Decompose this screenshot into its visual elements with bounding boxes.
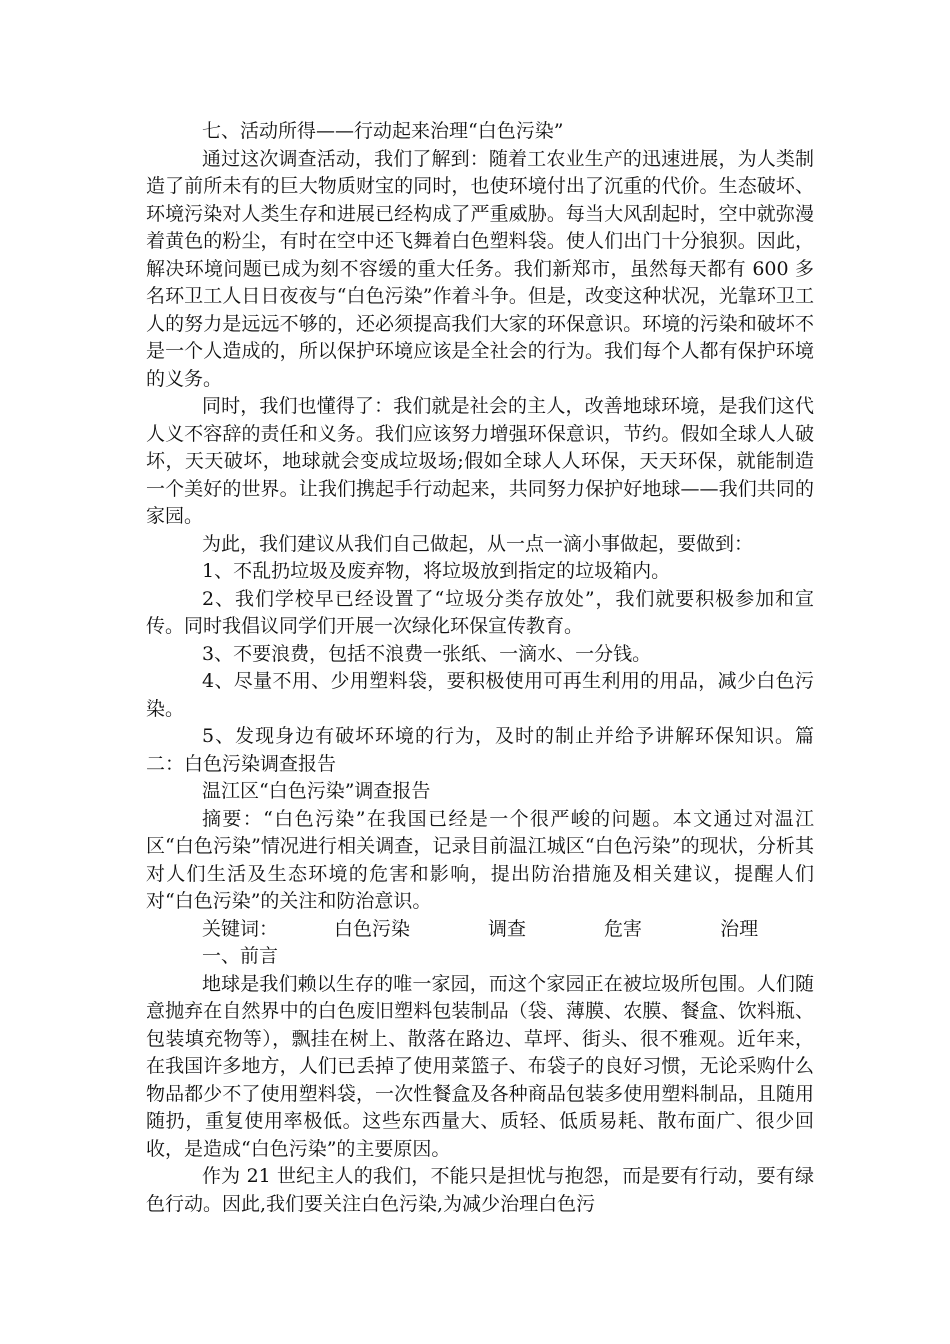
paragraph-preface-1: 地球是我们赖以生存的唯一家园，而这个家园正在被垃圾所包围。人们随意抛弃在自然界中的白色废旧塑料包装制品（袋、薄膜、农膜、餐盒、饮料瓶、包装填充物等），飘挂在树上、散落在路边、草坪、街头、很不雅观。近年来，在我国许多地方，人们已丢掉了使用菜篮子、布袋子的良好习惯，无论采购什么物品都少不了使用塑料袋，一次性餐盒及各种商品包装多使用塑料制品，且随用随扔，重复使用率极低。这些东西量大、质轻、低质易耗、散布面广、很少回收，是造成“白色污染”的主要原因。 [146, 972, 814, 1160]
keyword: 危害 [604, 917, 643, 940]
section-heading-activity-results: 七、活动所得——行动起来治理“白色污染” [202, 120, 564, 142]
part-two-heading: 篇二：白色污染调查报告 [146, 725, 814, 775]
document-page [146, 118, 814, 1218]
list-item-4: 4、尽量不用、少用塑料袋，要积极使用可再生利用的用品，减少白色污染。 [146, 670, 814, 720]
paragraph-responsibility: 同时，我们也懂得了：我们就是社会的主人，改善地球环境，是我们这代人义不容辞的责任和义务。我们应该努力增强环保意识，节约。假如全球人人破坏，天天破坏，地球就会变成垃圾场;假如全球人人环保，天天环保，就能制造一个美好的世界。让我们携起手行动起来，共同努力保护好地球——我们共同的家园。 [146, 395, 814, 527]
paragraph-survey-findings: 通过这次调查活动，我们了解到：随着工农业生产的迅速进展，为人类制造了前所未有的巨大物质财宝的同时，也使环境付出了沉重的代价。生态破坏、环境污染对人类生存和进展已经构成了严重威胁。每当大风刮起时，空中就弥漫着黄色的粉尘，有时在空中还飞舞着白色塑料袋。使人们出门十分狼狈。因此，解决环境问题已成为刻不容缓的重大任务。我们新郑市，虽然每天都有 600 多名环卫工人日日夜夜与“白色污染”作着斗争。但是，改变这种状况，光靠环卫工人的努力是远远不够的，还必须提高我们大家的环保意识。环境的污染和破坏不是一个人造成的，所以保护环境应该是全社会的行为。我们每个人都有保护环境的义务。 [146, 147, 814, 390]
keywords-line [146, 916, 814, 944]
report-title: 温江区“白色污染”调查报告 [202, 780, 431, 802]
paragraph-proposal-intro: 为此，我们建议从我们自己做起，从一点一滴小事做起，要做到： [202, 532, 754, 555]
list-item-2: 2、我们学校早已经设置了“垃圾分类存放处”，我们就要积极参加和宣传。同时我倡议同学们开展一次绿化环保宣传教育。 [146, 587, 814, 637]
preface-heading: 一、前言 [202, 945, 279, 967]
keyword: 调查 [488, 917, 527, 940]
abstract-paragraph: 摘要：“白色污染”在我国已经是一个很严峻的问题。本文通过对温江区“白色污染”情况进行相关调查，记录目前温江城区“白色污染”的现状，分析其对人们生活及生态环境的危害和影响，提出防治措施及相关建议，提醒人们对“白色污染”的关注和防治意识。 [146, 807, 814, 912]
list-item-1: 1、不乱扔垃圾及废弃物，将垃圾放到指定的垃圾箱内。 [202, 560, 671, 582]
paragraph-preface-2: 作为 21 世纪主人的我们，不能只是担忧与抱怨，而是要有行动，要有绿色行动。因此,我们要关注白色污染,为减少治理白色污 [146, 1165, 814, 1215]
list-item-5 [146, 723, 814, 778]
keyword: 白色污染 [334, 917, 411, 940]
keywords-label: 关键词： [202, 917, 279, 940]
list-item-3: 3、不要浪费，包括不浪费一张纸、一滴水、一分钱。 [202, 642, 652, 665]
list-item-5-text: 5、发现身边有破坏环境的行为，及时的制止并给予讲解环保知识。 [202, 725, 795, 747]
keyword: 治理 [720, 917, 759, 940]
